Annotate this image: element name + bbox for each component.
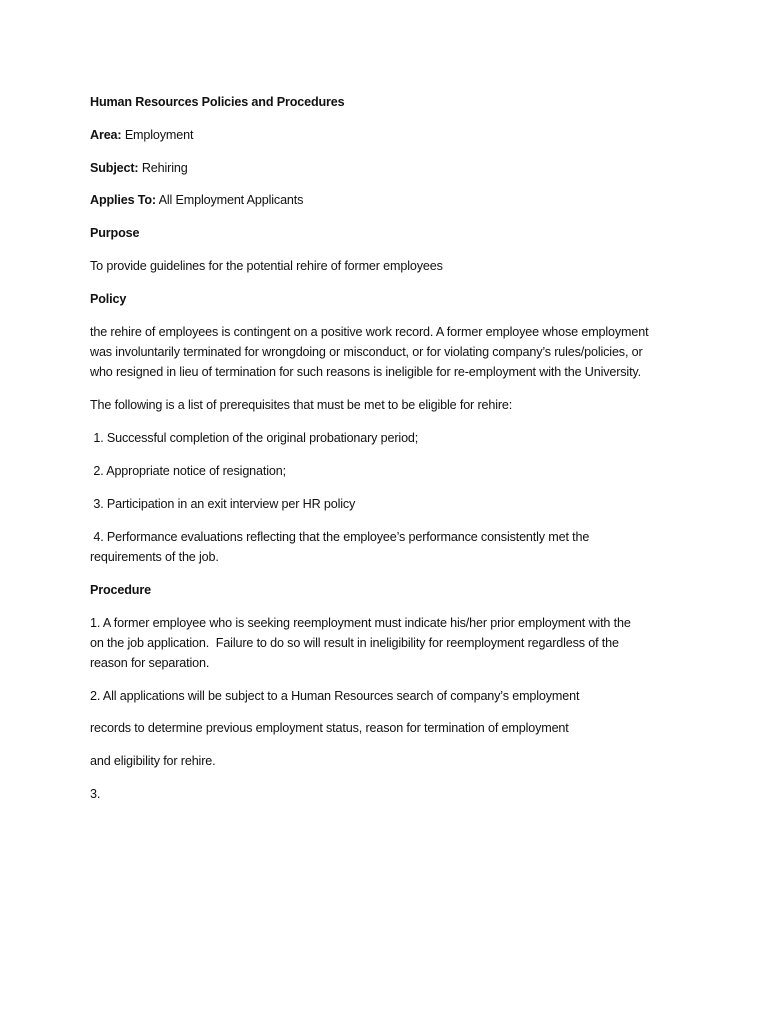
applies-label: Applies To: <box>90 193 156 207</box>
subject-value: Rehiring <box>141 161 188 175</box>
purpose-text: To provide guidelines for the potential rehire of former employees <box>90 259 443 273</box>
procedure-line: on the job application. Failure to do so will result in ineligibility for reemployment regardless of the <box>90 636 619 650</box>
procedure-line: 2. All applications will be subject to a Human Resources search of company’s employment <box>90 689 580 703</box>
policy-line: who resigned in lieu of termination for such reasons is ineligible for re-employment with the University. <box>90 365 641 379</box>
prereq-item-continuation: requirements of the job. <box>90 550 219 564</box>
procedure-heading: Procedure <box>90 583 151 597</box>
prereq-intro: The following is a list of prerequisites that must be met to be eligible for rehire: <box>90 398 513 412</box>
procedure-line: 1. A former employee who is seeking reemployment must indicate his/her prior employment with the <box>90 616 631 630</box>
area-value: Employment <box>124 128 194 142</box>
procedure-item-3: 3. <box>90 787 101 801</box>
applies-line <box>90 190 690 211</box>
purpose-heading: Purpose <box>90 226 140 240</box>
area-line <box>90 125 690 146</box>
prereq-item: 2. Appropriate notice of resignation; <box>90 464 286 478</box>
policy-heading: Policy <box>90 292 127 306</box>
area-label: Area: <box>90 128 122 142</box>
document-title: Human Resources Policies and Procedures <box>90 95 345 109</box>
procedure-line: reason for separation. <box>90 656 210 670</box>
prereq-item: 1. Successful completion of the original probationary period; <box>90 431 419 445</box>
policy-line: was involuntarily terminated for wrongdoing or misconduct, or for violating company’s rules/policies, or <box>90 345 643 359</box>
subject-line <box>90 158 690 179</box>
applies-value: All Employment Applicants <box>158 193 304 207</box>
prereq-item: 4. Performance evaluations reflecting that the employee’s performance consistently met the <box>90 530 590 544</box>
prereq-item: 3. Participation in an exit interview per HR policy <box>90 497 356 511</box>
procedure-line: and eligibility for rehire. <box>90 754 216 768</box>
subject-label: Subject: <box>90 161 139 175</box>
policy-line: the rehire of employees is contingent on a positive work record. A former employee whose employment <box>90 325 649 339</box>
procedure-line: records to determine previous employment status, reason for termination of employment <box>90 721 569 735</box>
